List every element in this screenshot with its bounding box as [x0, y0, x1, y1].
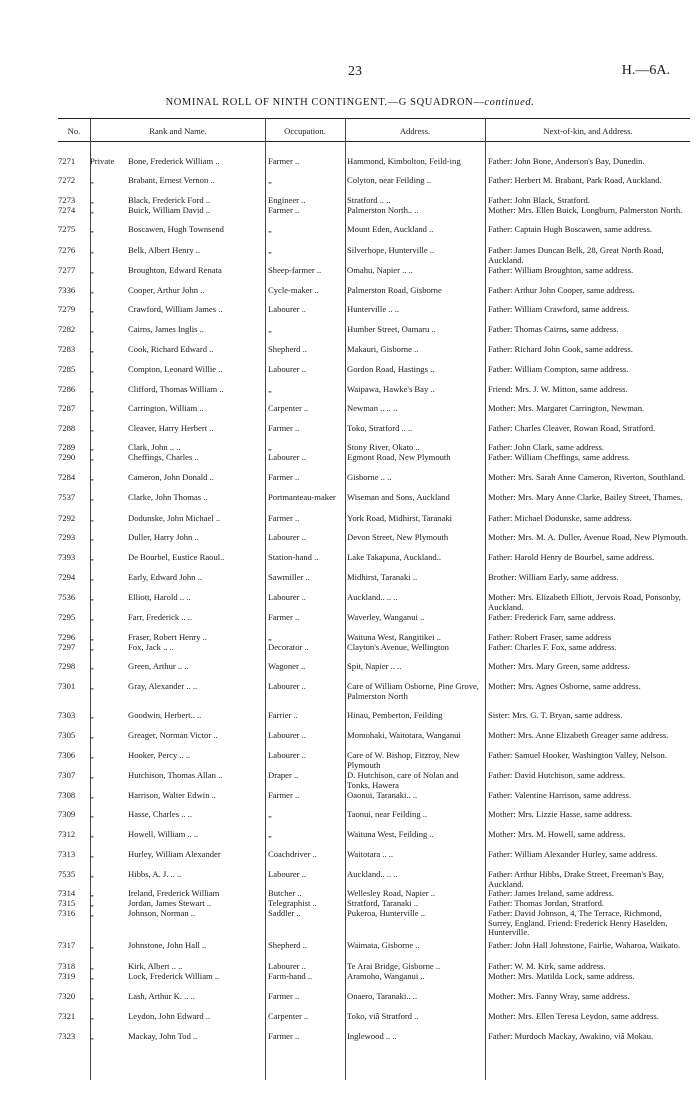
rank: „: [90, 196, 94, 205]
next-of-kin: Mother: Mrs. Sarah Anne Cameron, Riverton, Southland.: [488, 473, 686, 482]
rank: „: [90, 662, 94, 671]
address: Palmerston Road, Gisborne: [347, 286, 442, 295]
address: Hammond, Kimbolton, Feild-ing: [347, 157, 461, 166]
next-of-kin: Mother: Mrs. Lizzie Hasse, same address.: [488, 810, 633, 819]
address: Oaonui, Taranaki.. ..: [347, 791, 418, 800]
rank: „: [90, 493, 94, 502]
occupation: Wagoner ..: [268, 662, 306, 671]
soldier-name: Cook, Richard Edward ..: [128, 345, 214, 354]
address: Waimata, Gisborne ..: [347, 941, 420, 950]
service-number: 7313: [58, 850, 76, 859]
next-of-kin: Mother: Mrs. Margaret Carrington, Newman.: [488, 404, 645, 413]
address: Momohaki, Waitotara, Wanganui: [347, 731, 461, 740]
occupation: Farmer ..: [268, 473, 300, 482]
rank: „: [90, 643, 94, 652]
next-of-kin: Father: John Bone, Anderson's Bay, Dunedin.: [488, 157, 645, 166]
service-number: 7293: [58, 533, 76, 542]
next-of-kin: Father: Arthur John Cooper, same address.: [488, 286, 635, 295]
rank: „: [90, 266, 94, 275]
soldier-name: Dodunske, John Michael ..: [128, 514, 221, 523]
address: Care of W. Bishop, Fitzroy, New Plymouth: [347, 751, 460, 770]
next-of-kin: Father: Robert Fraser, same address: [488, 633, 612, 642]
occupation: Farmer ..: [268, 1032, 300, 1041]
soldier-name: Cleaver, Harry Herbert ..: [128, 424, 214, 433]
soldier-name: Hooker, Percy .. ..: [128, 751, 191, 760]
address: Auckland.. .. ..: [347, 870, 398, 879]
service-number: 7314: [58, 889, 76, 898]
address: Stratford, Taranaki ..: [347, 899, 419, 908]
next-of-kin: Father: William Cheffings, same address.: [488, 453, 631, 462]
occupation: Portmanteau-maker: [268, 493, 336, 502]
occupation: Farmer ..: [268, 791, 300, 800]
address: Wellesley Road, Napier ..: [347, 889, 436, 898]
address: Colyton, near Feilding ..: [347, 176, 432, 185]
address: Auckland.. .. ..: [347, 593, 398, 602]
service-number: 7303: [58, 711, 76, 720]
rank: „: [90, 909, 94, 918]
rank: „: [90, 771, 94, 780]
rank: „: [90, 850, 94, 859]
service-number: 7312: [58, 830, 76, 839]
soldier-name: Cameron, John Donald ..: [128, 473, 214, 482]
rank: Private: [90, 157, 115, 166]
occupation: Farm-hand ..: [268, 972, 313, 981]
soldier-name: Clarke, John Thomas ..: [128, 493, 208, 502]
soldier-name: Fraser, Robert Henry ..: [128, 633, 207, 642]
soldier-name: Kirk, Albert .. ..: [128, 962, 183, 971]
rank: „: [90, 941, 94, 950]
address: Onaero, Taranaki.. ..: [347, 992, 418, 1001]
address: Hinau, Pemberton, Feilding: [347, 711, 443, 720]
service-number: 7308: [58, 791, 76, 800]
rank: „: [90, 682, 94, 691]
occupation: Draper ..: [268, 771, 299, 780]
next-of-kin: Father: William Compton, same address.: [488, 365, 629, 374]
address: Hunterville .. ..: [347, 305, 400, 314]
next-of-kin: Mother: Mrs. Fanny Wray, same address.: [488, 992, 630, 1001]
soldier-name: Howell, William .. ..: [128, 830, 199, 839]
rank: „: [90, 889, 94, 898]
occupation: Labourer ..: [268, 593, 306, 602]
rank: „: [90, 830, 94, 839]
address: Stratford .. ..: [347, 196, 391, 205]
rank: „: [90, 424, 94, 433]
next-of-kin: Mother: Mrs. Elizabeth Elliott, Jervois Road, Ponsonby, Auckland.: [488, 593, 681, 612]
occupation: Saddler ..: [268, 909, 301, 918]
occupation: „: [268, 246, 272, 255]
soldier-name: Hasse, Charles .. ..: [128, 810, 192, 819]
next-of-kin: Father: Harold Henry de Bourbel, same address.: [488, 553, 655, 562]
next-of-kin: Father: John Clark, same address.: [488, 443, 604, 452]
header-kin: Next-of-kin, and Address.: [543, 126, 633, 136]
rank: „: [90, 1012, 94, 1021]
address: Toko, Stratford .. ..: [347, 424, 413, 433]
service-number: 7315: [58, 899, 76, 908]
occupation: „: [268, 443, 272, 452]
header-rank-name: Rank and Name.: [149, 126, 207, 136]
occupation: Coachdriver ..: [268, 850, 317, 859]
header-top-rule: [58, 118, 690, 119]
occupation: Labourer ..: [268, 870, 306, 879]
column-divider: [265, 118, 266, 1080]
service-number: 7336: [58, 286, 76, 295]
rank: „: [90, 453, 94, 462]
title-main: NOMINAL ROLL OF NINTH CONTINGENT.—G SQUADRON—: [165, 97, 485, 108]
service-number: 7289: [58, 443, 76, 452]
page-title: [0, 97, 700, 108]
occupation: Labourer ..: [268, 751, 306, 760]
service-number: 7320: [58, 992, 76, 1001]
soldier-name: Mackay, John Tod ..: [128, 1032, 198, 1041]
rank: „: [90, 286, 94, 295]
next-of-kin: Friend: Mrs. J. W. Mitton, same address.: [488, 385, 628, 394]
service-number: 7292: [58, 514, 76, 523]
rank: „: [90, 385, 94, 394]
address: Lake Takapuna, Auckland..: [347, 553, 441, 562]
address: Waverley, Wanganui ..: [347, 613, 425, 622]
header-bottom-rule: [58, 141, 690, 142]
rank: „: [90, 810, 94, 819]
occupation: Labourer ..: [268, 962, 306, 971]
occupation: Shepherd ..: [268, 345, 307, 354]
address: Wiseman and Sons, Auckland: [347, 493, 450, 502]
title-continued: continued.: [484, 97, 535, 108]
occupation: Labourer ..: [268, 365, 306, 374]
rank: „: [90, 225, 94, 234]
soldier-name: Crawford, William James ..: [128, 305, 223, 314]
soldier-name: Hutchison, Thomas Allan ..: [128, 771, 223, 780]
soldier-name: Black, Frederick Ford ..: [128, 196, 211, 205]
soldier-name: Greager, Norman Victor ..: [128, 731, 218, 740]
address: Gordon Road, Hastings ..: [347, 365, 435, 374]
rank: „: [90, 870, 94, 879]
next-of-kin: Father: James Duncan Belk, 28, Great North Road, Auckland.: [488, 246, 664, 265]
next-of-kin: Father: James Ireland, same address.: [488, 889, 614, 898]
occupation: Labourer ..: [268, 453, 306, 462]
service-number: 7298: [58, 662, 76, 671]
rank: „: [90, 365, 94, 374]
occupation: „: [268, 325, 272, 334]
header-occupation: Occupation.: [284, 126, 326, 136]
service-number: 7290: [58, 453, 76, 462]
soldier-name: Cairns, James Inglis ..: [128, 325, 204, 334]
occupation: Farmer ..: [268, 157, 300, 166]
rank: „: [90, 443, 94, 452]
occupation: „: [268, 633, 272, 642]
service-number: 7535: [58, 870, 76, 879]
rank: „: [90, 711, 94, 720]
address: Newman .. .. ..: [347, 404, 398, 413]
soldier-name: Bone, Frederick William ..: [128, 157, 220, 166]
soldier-name: Elliott, Harold .. ..: [128, 593, 191, 602]
next-of-kin: Father: Captain Hugh Boscawen, same address.: [488, 225, 652, 234]
occupation: „: [268, 810, 272, 819]
service-number: 7275: [58, 225, 76, 234]
soldier-name: Green, Arthur .. ..: [128, 662, 189, 671]
soldier-name: Hibbs, A. J. .. ..: [128, 870, 182, 879]
address: Waituna West, Rangitikei ..: [347, 633, 441, 642]
service-number: 7536: [58, 593, 76, 602]
soldier-name: Jordan, James Stewart ..: [128, 899, 212, 908]
header-address: Address.: [399, 126, 431, 136]
next-of-kin: Mother: Mrs. Ellen Teresa Leydon, same address.: [488, 1012, 659, 1021]
address: Pukeroa, Hunterville ..: [347, 909, 426, 918]
occupation: „: [268, 385, 272, 394]
occupation: Engineer ..: [268, 196, 306, 205]
rank: „: [90, 593, 94, 602]
rank: „: [90, 731, 94, 740]
rank: „: [90, 553, 94, 562]
next-of-kin: Father: Thomas Jordan, Stratford.: [488, 899, 605, 908]
rank: „: [90, 473, 94, 482]
rank: „: [90, 514, 94, 523]
service-number: 7273: [58, 196, 76, 205]
service-number: 7301: [58, 682, 76, 691]
next-of-kin: Mother: Mrs. Ellen Buick, Longburn, Palmerston North.: [488, 206, 683, 215]
soldier-name: Lock, Frederick William ..: [128, 972, 220, 981]
address: Aramoho, Wanganui ..: [347, 972, 425, 981]
address: Stony River, Okato ..: [347, 443, 420, 452]
soldier-name: Ireland, Frederick William: [128, 889, 220, 898]
address: Devon Street, New Plymouth: [347, 533, 449, 542]
soldier-name: Johnson, Norman ..: [128, 909, 196, 918]
occupation: Sawmiller ..: [268, 573, 310, 582]
address: Humber Street, Oamaru ..: [347, 325, 436, 334]
next-of-kin: Mother: Mrs. Agnes Osborne, same address.: [488, 682, 641, 691]
address: D. Hutchison, care of Nolan and Tonks, Hawera: [347, 771, 459, 790]
address: Midhirst, Taranaki ..: [347, 573, 418, 582]
next-of-kin: Father: John Hall Johnstone, Fairlie, Waharoa, Waikato.: [488, 941, 681, 950]
occupation: Telegraphist ..: [268, 899, 317, 908]
address: Egmont Road, New Plymouth: [347, 453, 451, 462]
rank: „: [90, 992, 94, 1001]
soldier-name: Buick, William David ..: [128, 206, 211, 215]
service-number: 7282: [58, 325, 76, 334]
service-number: 7319: [58, 972, 76, 981]
service-number: 7287: [58, 404, 76, 413]
occupation: Labourer ..: [268, 533, 306, 542]
next-of-kin: Father: David Hutchison, same address.: [488, 771, 625, 780]
rank: „: [90, 613, 94, 622]
next-of-kin: Father: W. M. Kirk, same address.: [488, 962, 606, 971]
occupation: Farmer ..: [268, 206, 300, 215]
soldier-name: Broughton, Edward Renata: [128, 266, 222, 275]
soldier-name: Belk, Albert Henry ..: [128, 246, 201, 255]
next-of-kin: Father: David Johnson, 4, The Terrace, Richmond, Surrey, England. Friend: Frederick Henry Haselden, Hunterville.: [488, 909, 668, 938]
soldier-name: Cheffings, Charles ..: [128, 453, 199, 462]
next-of-kin: Mother: Mrs. Matilda Lock, same address.: [488, 972, 635, 981]
service-number: 7316: [58, 909, 76, 918]
column-divider: [485, 118, 486, 1080]
service-number: 7307: [58, 771, 76, 780]
address: Te Arai Bridge, Gisborne ..: [347, 962, 441, 971]
occupation: Shepherd ..: [268, 941, 307, 950]
occupation: Carpenter ..: [268, 1012, 309, 1021]
next-of-kin: Father: Charles F. Fox, same address.: [488, 643, 617, 652]
service-number: 7279: [58, 305, 76, 314]
occupation: Labourer ..: [268, 682, 306, 691]
soldier-name: Brabant, Ernest Vernon ..: [128, 176, 215, 185]
address: Spit, Napier .. ..: [347, 662, 402, 671]
next-of-kin: Father: Herbert M. Brabant, Park Road, Auckland.: [488, 176, 662, 185]
occupation: Farmer ..: [268, 992, 300, 1001]
address: Palmerston North.. ..: [347, 206, 419, 215]
address: Inglewood .. ..: [347, 1032, 397, 1041]
rank: „: [90, 305, 94, 314]
occupation: Sheep-farmer ..: [268, 266, 322, 275]
occupation: „: [268, 830, 272, 839]
next-of-kin: Father: Thomas Cairns, same address.: [488, 325, 619, 334]
soldier-name: Clifford, Thomas William ..: [128, 385, 224, 394]
service-number: 7305: [58, 731, 76, 740]
soldier-name: Early, Edward John ..: [128, 573, 202, 582]
next-of-kin: Father: Murdoch Mackay, Awakino, viâ Mokau.: [488, 1032, 654, 1041]
address: Makauri, Gisborne ..: [347, 345, 419, 354]
service-number: 7286: [58, 385, 76, 394]
service-number: 7318: [58, 962, 76, 971]
rank: „: [90, 246, 94, 255]
service-number: 7288: [58, 424, 76, 433]
address: Omahu, Napier .. ..: [347, 266, 413, 275]
rank: „: [90, 176, 94, 185]
occupation: Station-hand ..: [268, 553, 319, 562]
address: Mount Eden, Auckland ..: [347, 225, 434, 234]
address: Care of William Osborne, Pine Grove, Palmerston North: [347, 682, 479, 701]
next-of-kin: Father: Valentine Harrison, same address.: [488, 791, 632, 800]
occupation: Decorator ..: [268, 643, 309, 652]
rank: „: [90, 751, 94, 760]
soldier-name: Goodwin, Herbert.. ..: [128, 711, 202, 720]
address: Waitotara .. ..: [347, 850, 394, 859]
soldier-name: Johnstone, John Hall ..: [128, 941, 207, 950]
next-of-kin: Mother: Mrs. Mary Anne Clarke, Bailey Street, Thames.: [488, 493, 683, 502]
occupation: Labourer ..: [268, 731, 306, 740]
soldier-name: Leydon, John Edward ..: [128, 1012, 211, 1021]
rank: „: [90, 573, 94, 582]
service-number: 7284: [58, 473, 76, 482]
soldier-name: Cooper, Arthur John ..: [128, 286, 205, 295]
page-number: 23: [348, 64, 362, 79]
occupation: Farmer ..: [268, 514, 300, 523]
address: Waituna West, Feilding ..: [347, 830, 434, 839]
address: York Road, Midhirst, Taranaki: [347, 514, 453, 523]
service-number: 7277: [58, 266, 76, 275]
occupation: „: [268, 225, 272, 234]
service-number: 7276: [58, 246, 76, 255]
soldier-name: Hurley, William Alexander: [128, 850, 221, 859]
next-of-kin: Father: Frederick Farr, same address.: [488, 613, 616, 622]
service-number: 7321: [58, 1012, 76, 1021]
service-number: 7296: [58, 633, 76, 642]
column-divider: [345, 118, 346, 1080]
next-of-kin: Mother: Mrs. Anne Elizabeth Greager same address.: [488, 731, 669, 740]
rank: „: [90, 972, 94, 981]
occupation: Farmer ..: [268, 613, 300, 622]
rank: „: [90, 533, 94, 542]
soldier-name: De Bourbel, Eustice Raoul..: [128, 553, 225, 562]
rank: „: [90, 206, 94, 215]
next-of-kin: Father: William Crawford, same address.: [488, 305, 630, 314]
soldier-name: Lash, Arthur K. .. ..: [128, 992, 195, 1001]
address: Clayton's Avenue, Wellington: [347, 643, 449, 652]
address: Gisborne .. ..: [347, 473, 392, 482]
next-of-kin: Father: William Broughton, same address.: [488, 266, 634, 275]
next-of-kin: Father: William Alexander Hurley, same address.: [488, 850, 658, 859]
rank: „: [90, 962, 94, 971]
occupation: Butcher ..: [268, 889, 302, 898]
service-number: 7393: [58, 553, 76, 562]
rank: „: [90, 404, 94, 413]
occupation: Carpenter ..: [268, 404, 309, 413]
occupation: Farmer ..: [268, 424, 300, 433]
document-reference: H.—6A.: [621, 63, 670, 78]
header-no: No.: [67, 126, 81, 136]
service-number: 7537: [58, 493, 76, 502]
next-of-kin: Father: Samuel Hooker, Washington Valley, Nelson.: [488, 751, 668, 760]
next-of-kin: Mother: Mrs. Mary Green, same address.: [488, 662, 630, 671]
service-number: 7306: [58, 751, 76, 760]
next-of-kin: Father: Arthur Hibbs, Drake Street, Freeman's Bay, Auckland.: [488, 870, 664, 889]
rank: „: [90, 325, 94, 334]
service-number: 7285: [58, 365, 76, 374]
rank: „: [90, 899, 94, 908]
next-of-kin: Mother: Mrs. M. Howell, same address.: [488, 830, 626, 839]
service-number: 7272: [58, 176, 76, 185]
service-number: 7323: [58, 1032, 76, 1041]
soldier-name: Gray, Alexander .. ..: [128, 682, 198, 691]
address: Toko, viâ Stratford ..: [347, 1012, 419, 1021]
next-of-kin: Sister: Mrs. G. T. Bryan, same address.: [488, 711, 623, 720]
next-of-kin: Father: Michael Dodunske, same address.: [488, 514, 632, 523]
occupation: Farrier ..: [268, 711, 298, 720]
service-number: 7309: [58, 810, 76, 819]
occupation: Cycle-maker ..: [268, 286, 319, 295]
soldier-name: Duller, Harry John ..: [128, 533, 199, 542]
rank: „: [90, 345, 94, 354]
address: Waipawa, Hawke's Bay ..: [347, 385, 435, 394]
service-number: 7294: [58, 573, 76, 582]
soldier-name: Carrington, William ..: [128, 404, 204, 413]
rank: „: [90, 791, 94, 800]
occupation: Labourer ..: [268, 305, 306, 314]
next-of-kin: Brother: William Early, same address.: [488, 573, 619, 582]
address: Silverhope, Hunterville ..: [347, 246, 435, 255]
next-of-kin: Father: Richard John Cook, same address.: [488, 345, 633, 354]
service-number: 7283: [58, 345, 76, 354]
soldier-name: Compton, Leonard Willie ..: [128, 365, 223, 374]
soldier-name: Boscawen, Hugh Townsend: [128, 225, 224, 234]
next-of-kin: Father: John Black, Stratford.: [488, 196, 590, 205]
soldier-name: Harrison, Walter Edwin ..: [128, 791, 216, 800]
rank: „: [90, 633, 94, 642]
service-number: 7297: [58, 643, 76, 652]
service-number: 7274: [58, 206, 76, 215]
service-number: 7295: [58, 613, 76, 622]
address: Taonui, near Feilding ..: [347, 810, 428, 819]
next-of-kin: Mother: Mrs. M. A. Duller, Avenue Road, New Plymouth.: [488, 533, 688, 542]
soldier-name: Farr, Frederick .. ..: [128, 613, 193, 622]
rank: „: [90, 1032, 94, 1041]
soldier-name: Clark, John .. ..: [128, 443, 181, 452]
occupation: „: [268, 176, 272, 185]
service-number: 7317: [58, 941, 76, 950]
soldier-name: Fox, Jack .. ..: [128, 643, 174, 652]
next-of-kin: Father: Charles Cleaver, Rowan Road, Stratford.: [488, 424, 656, 433]
service-number: 7271: [58, 157, 76, 166]
